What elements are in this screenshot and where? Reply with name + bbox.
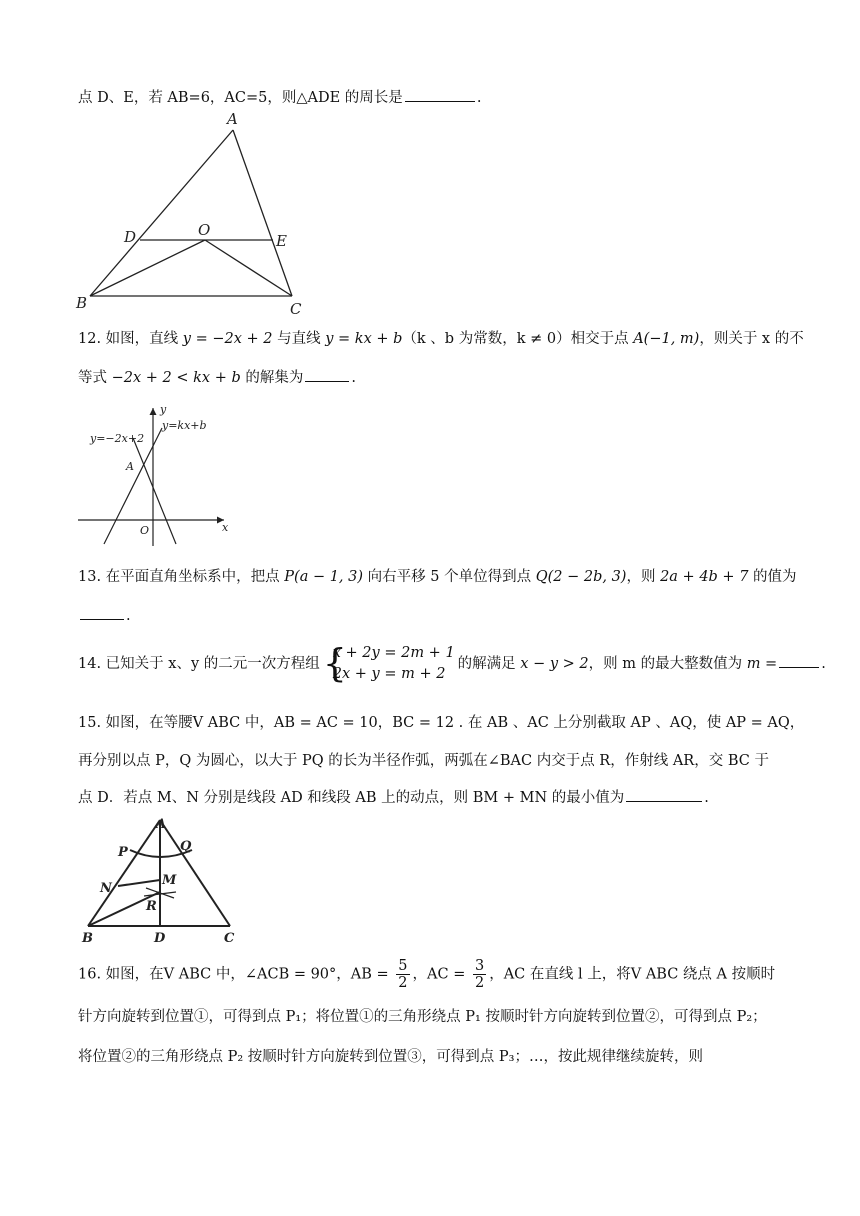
fraction-ac-num: 3 [474,958,485,974]
q16-text-a: 16. 如图，在V ABC 中，∠ACB = 90°，AB = [78,966,394,983]
q15-line2: 再分别以点 P，Q 为圆心，以大于 PQ 的长为半径作弧，两弧在∠BAC 内交于点 R，作射线 AR，交 BC 于 [78,753,769,769]
q14-condition: x − y > 2 [520,656,589,672]
q15-end: . [704,790,709,806]
q12-text-b: 与直线 [272,331,326,347]
fraction-ac [473,958,486,991]
q12-line1 [78,328,804,350]
label-m: M [162,873,177,888]
q16-line1 [78,958,775,991]
fraction-ac-den: 2 [474,975,485,991]
segment-mn [118,880,160,886]
q12-text-c: （k 、b 为常数，k ≠ 0）相交于点 [402,331,634,347]
label-e: E [276,232,287,250]
q11-figure [70,108,330,318]
answer-blank-14[interactable] [779,652,819,668]
q13-point-p: P(a − 1, 3) [284,569,364,585]
q15-text: 点 D．若点 M、N 分别是线段 AD 和线段 AB 上的动点，则 BM + MN 的最小值为 [78,790,625,806]
q15-line3 [78,786,709,809]
label-line2: y=kx+b [162,419,207,432]
q12-text-a: 12. 如图，直线 [78,331,183,347]
label-b: B [82,931,93,946]
q12-end: . [351,370,356,386]
label-origin: O [140,524,150,537]
label-d: D [154,931,166,946]
q13-text-b: 向右平移 5 个单位得到点 [363,569,536,585]
label-c: C [224,931,235,946]
q16-line3: 将位置②的三角形绕点 P₂ 按顺时针方向旋转到位置③，可得到点 P₃；…，按此规律继续旋转，则 [78,1049,703,1065]
q13-text-d: 的值为 [748,569,797,585]
q11-end: . [476,90,482,106]
label-y: y [160,403,167,416]
answer-blank-12[interactable] [305,366,349,382]
q11-text [78,86,481,109]
q13-text-c: ，则 [626,569,661,585]
label-o: O [198,221,211,239]
q14-end: . [821,656,826,672]
q14-m: m = [746,656,778,672]
label-d: D [124,228,137,246]
q14-text-a: 14. 已知关于 x、y 的二元一次方程组 [78,656,320,672]
label-x: x [222,521,229,534]
q12-text-d: ，则关于 x 的不 [699,331,804,347]
q16-line2: 针方向旋转到位置①，可得到点 P₁；将位置①的三角形绕点 P₁ 按顺时针方向旋转到位置②，可得到点 P₂； [78,1009,767,1025]
q15-figure [80,812,250,948]
q11-question: 点 D、E，若 AB=6，AC=5，则△ADE 的周长是 [78,90,403,106]
q13-end: . [126,608,131,624]
equation-system: { x + 2y = 2m + 1 2x + y = m + 2 [322,641,455,685]
label-a: A [156,817,167,832]
q12-eq2: y = kx + b [325,331,403,347]
label-a: A [227,110,238,128]
side-ab [90,130,233,296]
label-line1: y=−2x+2 [90,432,145,445]
segment-bo [90,240,205,296]
q12-eq1: y = −2x + 2 [182,331,273,347]
q13-text-a: 13. 在平面直角坐标系中，把点 [78,569,285,585]
fraction-ab [396,958,409,991]
q15-line1: 15. 如图，在等腰V ABC 中，AB = AC = 10，BC = 12 . 在 AB 、AC 上分别截取 AP 、AQ，使 AP = AQ， [78,715,805,731]
label-n: N [100,881,112,896]
fraction-ab-num: 5 [398,958,408,974]
label-p: P [118,845,128,860]
label-c: C [290,300,302,318]
answer-blank-11[interactable] [405,86,475,102]
q12-figure [74,398,244,550]
answer-blank-15[interactable] [626,786,702,802]
q14-text-b: 的解满足 [457,656,521,672]
q12-point: A(−1, m) [633,331,700,347]
q16-text-c: ，AC 在直线 l 上，将V ABC 绕点 A 按顺时 [489,966,776,983]
q14-text-c: ，则 m 的最大整数值为 [588,656,747,672]
q14-line [78,642,826,686]
q13-line1 [78,566,797,588]
q13-line2 [78,604,131,627]
label-q: Q [180,839,192,854]
q12-text-e: 等式 [78,370,112,386]
label-b: B [76,294,88,312]
q16-text-b: ，AC = [412,966,470,983]
answer-blank-13[interactable] [80,604,124,620]
equation-2: 2x + y = m + 2 [332,666,446,682]
label-a: A [126,460,134,473]
fraction-ab-den: 2 [398,975,408,991]
q12-line2 [78,366,356,389]
side-ac [233,130,292,296]
equation-1: x + 2y = 2m + 1 [332,645,455,661]
q12-text-f: 的解集为 [240,370,304,386]
label-r: R [146,899,157,914]
q12-inequality: −2x + 2 < kx + b [111,370,241,386]
q13-point-q: Q(2 − 2b, 3) [535,569,627,585]
q13-expression: 2a + 4b + 7 [660,569,749,585]
